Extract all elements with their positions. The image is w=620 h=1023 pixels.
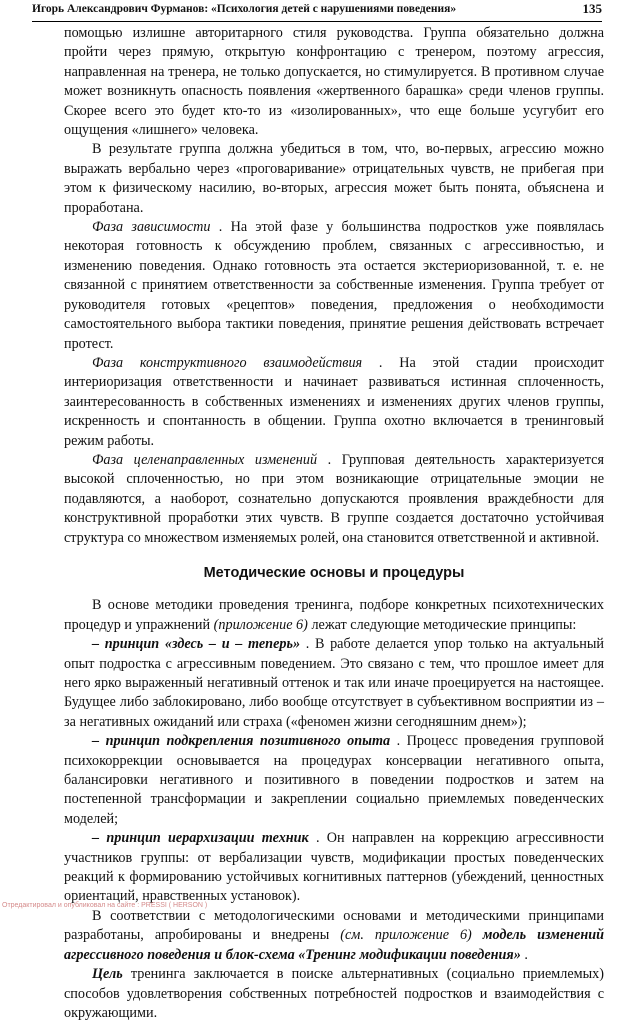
paragraph-phase-dependence: Фаза зависимости . На этой фазе у большинства подростков уже появлялась некоторая готовность к обсуждению проблем, связанных с агрессивностью, и изменению поведения. Однако готовность эта остается экстериоризованной, т. е. не связанной с принятием ответственности за собственные изменения. Группа требует от руководителя готовых «рецептов» поведения, предложения о необходимости самостоятельного выбора тактики поведения, принятие решения действовать встречает протест. [64, 219, 604, 352]
principle-term: – принцип подкрепления позитивного опыта [92, 733, 391, 750]
conclusion-paragraph: В соответствии с методологическими основами и методическими принципами разработаны, апробированы и внедрены (см. приложение 6) модель изменений агрессивного поведения и блок-схема «Тренинг модификации поведения» . [64, 907, 605, 963]
principle-term: – принцип иерархизации техник [92, 830, 309, 847]
body-text [64, 24, 604, 1023]
paragraph-phase-purposeful: Фаза целенаправленных изменений . Групповая деятельность характеризуется высокой сплоченностью, но при этом возникающие отрицательные эмоции не подавляются, а наоборот, сознательно допускаются проявления враждебности для конструктивной проработки этих чувств. В группе создается достаточно устойчивая структура со множеством изменяемых ролей, она становится ответственной и активной. [64, 451, 604, 546]
paragraph: помощью излишне авторитарного стиля руководства. Группа обязательно должна пройти через прямую, открытую конфронтацию с тренером, поэтому агрессия, направленная на тренера, не только допускается, но стимулируется. В противном случае может возникнуть опасность появления «жертвенного барашка» среди членов группы. Скорее всего это будет кто-то из «изолированных», что еще больше усугубит его ощущения «лишнего» человека. [64, 25, 604, 139]
section-heading: Методические основы и процедуры [203, 564, 465, 581]
goal-paragraph: Цель тренинга заключается в поиске альтернативных (социально приемлемых) способов удовлетворения собственных потребностей подростков и взаимодействия с окружающими. [64, 966, 604, 1021]
model-title: модель изменений агрессивного поведения и блок-схема «Тренинг модификации поведения» [64, 927, 605, 963]
goal-term: Цель [92, 966, 123, 983]
appendix-reference: (см. приложение 6) [340, 927, 472, 944]
paragraph-phase-constructive: Фаза конструктивного взаимодействия . На этой стадии происходит интериоризация ответственности и начинает развиваться истинная сплоченность, заинтересованность в собственных изменениях и изменениях других членов группы, искренность и спонтанность в общении. Группа охотно включается в тренинговый режим работы. [64, 354, 604, 449]
principle-positive-experience: – принцип подкрепления позитивного опыта . Процесс проведения групповой психокоррекции основывается на процедурах консервации негативного опыта, балансировки негативного и позитивного в поведении подростков и затем на постепенной трансформации и закреплении социально приемлемых поведенческих моделей; [64, 733, 604, 827]
principle-hierarchy: – принцип иерархизации техник . Он направлен на коррекцию агрессивности участников группы: от вербализации чувств, модификации простых поведенческих реакций к формированию устойчивых когнитивных паттернов (убеждений, ценностных ориентаций, нравственных установок). [64, 830, 604, 905]
page-number: 135 [582, 1, 602, 16]
running-header [32, 0, 602, 22]
principle-here-and-now: – принцип «здесь – и – теперь» . В работе делается упор только на актуальный опыт подростка с агрессивным поведением. Это связано с тем, что прошлое имеет для него ярко выраженный негативный оттенок и так или иначе проецируется на настоящее. Будущее либо заблокировано, либо вообще отсутствует в субъективном восприятии из – за негативных ожиданий или страха («феномен жизни сегодняшним днем»); [64, 636, 604, 730]
paragraph: В результате группа должна убедиться в том, что, во-первых, агрессию можно выражать вербально через «проговаривание» отрицательных чувств, не прибегая при этом к физическому насилию, во-вторых, агрессия может быть понята, объяснена и проработана. [64, 141, 604, 216]
appendix-reference: (приложение 6) [213, 616, 308, 633]
phase-term: Фаза конструктивного взаимодействия [92, 354, 363, 371]
principle-term: – принцип «здесь – и – теперь» [92, 636, 301, 653]
section-intro: В основе методики проведения тренинга, подборе конкретных психотехнических процедур и упражнений (приложение 6) лежат следующие методические принципы: [64, 597, 604, 633]
header-title: Игорь Александрович Фурманов: «Психология детей с нарушениями поведения» [32, 3, 457, 15]
phase-term: Фаза зависимости [92, 219, 211, 236]
phase-term: Фаза целенаправленных изменений [92, 451, 318, 468]
publisher-footer: Отредактировал и опубликовал на сайте : PRESSI ( HERSON ) [2, 902, 208, 909]
